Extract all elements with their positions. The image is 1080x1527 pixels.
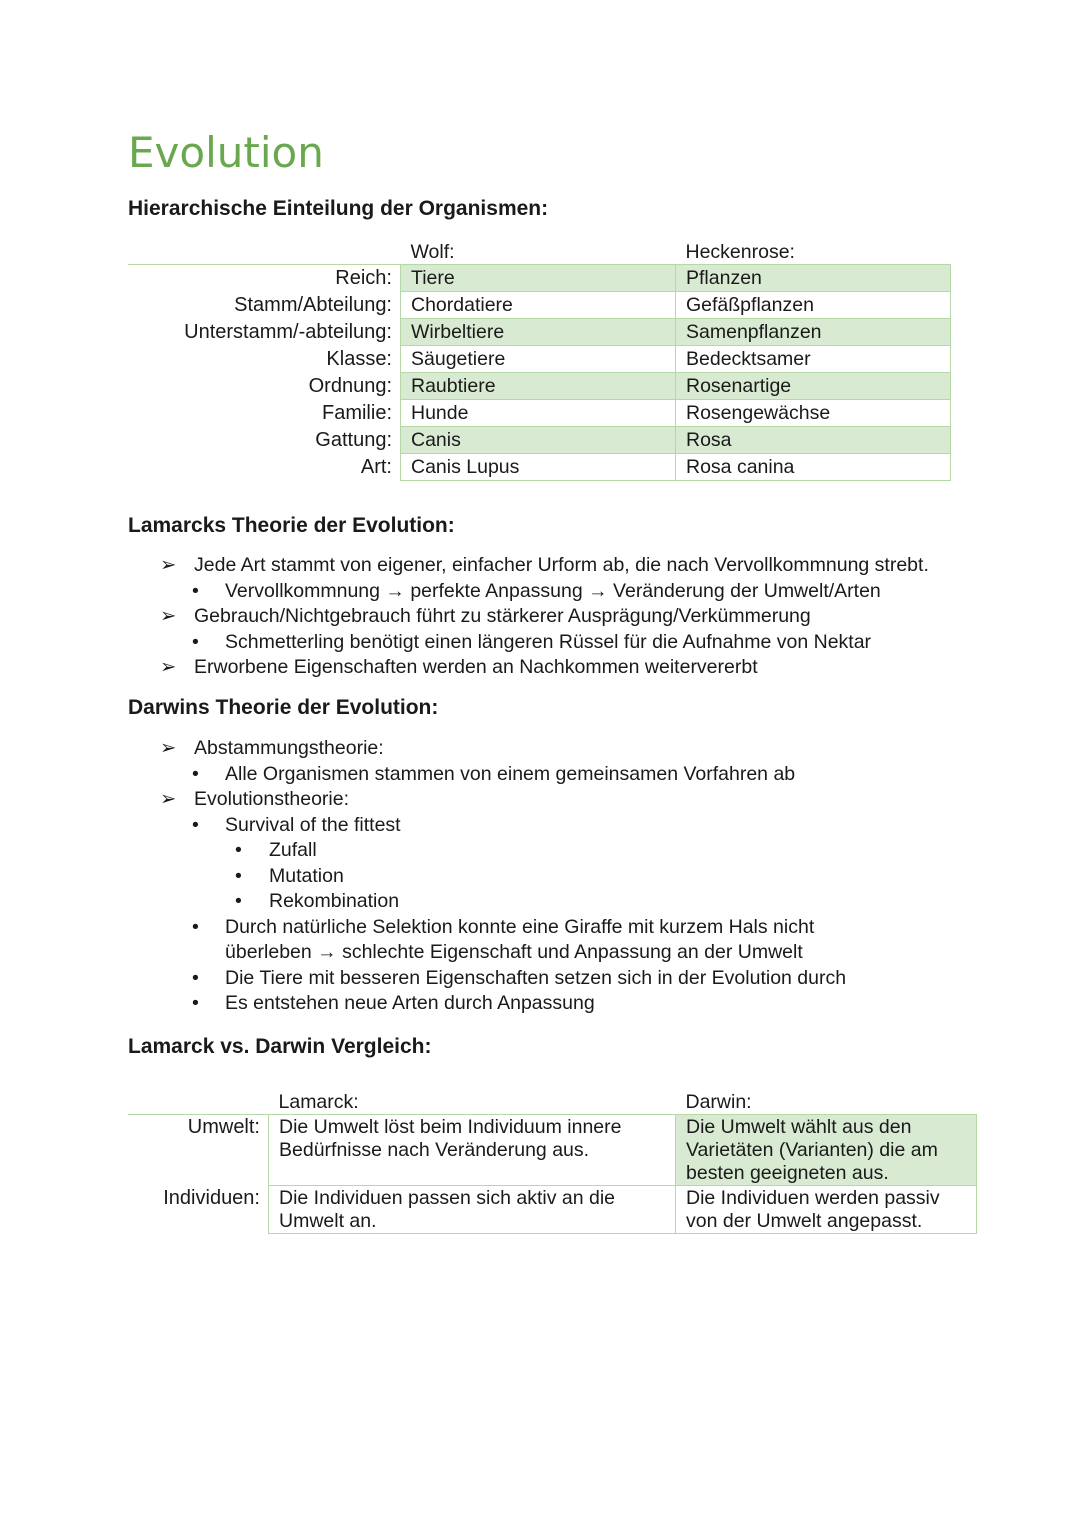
list-item-text: Mutation [269,864,344,887]
wolf-cell: Wirbeltiere [401,319,676,346]
list-item [160,762,846,788]
list-item [225,838,846,864]
rank-label: Gattung: [315,429,392,451]
list-item [160,736,846,787]
table-row [128,427,951,454]
bullet-icon: • [235,864,242,887]
list-item-text: Schmetterling benötigt einen längeren Rüssel für die Aufnahme von Nektar [225,630,872,653]
list-item-text: Vervollkommnung → perfekte Anpassung → Veränderung der Umwelt/Arten [225,579,881,602]
list-item-text: Jede Art stammt von eigener, einfacher Urform ab, die nach Vervollkommnung strebt. [194,554,929,576]
list-item-text: Evolutionstheorie: [194,788,350,810]
rank-label: Klasse: [326,348,392,370]
wolf-cell: Canis [401,427,676,454]
bullet-icon: • [192,630,199,653]
wolf-cell: Tiere [401,265,676,292]
table-row [128,1115,977,1186]
rose-cell: Rosenartige [676,373,951,400]
bullet-icon: • [192,992,199,1014]
cell-line: besten geeigneten aus. [686,1162,889,1184]
rank-label: Art: [360,456,392,478]
taxonomy-header-row [128,236,951,265]
list-item [160,991,846,1017]
list-item [160,915,846,966]
cell-line: Die Individuen passen sich aktiv an die [279,1187,616,1209]
cell-line: Varietäten (Varianten) die am [686,1139,938,1161]
cell-line: Die Umwelt wählt aus den [686,1116,912,1138]
wolf-cell: Chordatiere [401,292,676,319]
wolf-cell: Säugetiere [401,346,676,373]
list-item [225,889,846,915]
list-item [160,604,929,655]
list-item [160,553,929,604]
comparison-header-row [128,1088,977,1115]
rank-label: Unterstamm/-abteilung: [184,321,392,343]
list-item-text: Zufall [269,839,317,861]
darwin-cell [676,1186,977,1234]
lamarck-cell [269,1115,676,1186]
table-row [128,265,951,292]
list-item-text: Es entstehen neue Arten durch Anpassung [225,992,595,1014]
table-row [128,400,951,427]
arrow-bullet-icon: ➢ [160,605,177,627]
list-item [160,579,929,605]
page-title: Evolution [128,128,324,177]
comparison-row-label: Individuen: [163,1186,260,1209]
darwin-column-header: Darwin: [676,1088,977,1115]
comparison-heading: Lamarck vs. Darwin Vergleich: [128,1035,432,1058]
lamarck-cell [269,1186,676,1234]
list-item [160,813,846,915]
arrow-bullet-icon: ➢ [160,656,177,678]
cell-line: Die Umwelt löst beim Individuum innere [279,1116,622,1138]
wolf-cell: Hunde [401,400,676,427]
darwin-cell [676,1115,977,1186]
bullet-icon: • [192,915,199,938]
table-row [128,454,951,481]
rose-cell: Rosa canina [676,454,951,481]
rose-cell: Pflanzen [676,265,951,292]
cell-line: Bedürfnisse nach Veränderung aus. [279,1139,590,1161]
darwin-list [160,736,846,1017]
list-item-text: Die Tiere mit besseren Eigenschaften setzen sich in der Evolution durch [225,966,847,989]
bullet-icon: • [235,839,242,861]
arrow-bullet-icon: ➢ [160,554,177,576]
taxonomy-header-blank [128,236,401,265]
arrow-bullet-icon: ➢ [160,788,177,810]
bullet-icon: • [192,762,199,785]
rank-label: Stamm/Abteilung: [234,294,392,316]
list-item-text: Survival of the fittest [225,813,401,836]
cell-line: Umwelt an. [279,1210,377,1232]
table-row [128,346,951,373]
bullet-icon: • [192,579,199,602]
rank-label: Familie: [321,402,392,424]
taxonomy-table [128,236,951,481]
list-item [160,966,846,992]
bullet-icon: • [192,813,199,836]
list-item [160,787,846,1017]
darwin-heading: Darwins Theorie der Evolution: [128,696,439,719]
rose-cell: Samenpflanzen [676,319,951,346]
wolf-cell: Canis Lupus [401,454,676,481]
rose-cell: Bedecktsamer [676,346,951,373]
rank-label: Ordnung: [308,375,392,397]
list-item-text: Rekombination [269,890,400,912]
bullet-icon: • [235,890,242,912]
hierarchy-heading: Hierarchische Einteilung der Organismen: [128,197,549,220]
list-item-text: Gebrauch/Nichtgebrauch führt zu stärkerer Ausprägung/Verkümmerung [194,605,811,627]
comparison-row-label: Umwelt: [187,1116,260,1138]
cell-line: Die Individuen werden passiv [686,1187,940,1209]
table-row [128,1186,977,1234]
list-item-text: Alle Organismen stammen von einem gemeinsamen Vorfahren ab [225,762,796,785]
list-item-text: überleben → schlechte Eigenschaft und Anpassung an der Umwelt [225,941,803,963]
list-item-text: Durch natürliche Selektion konnte eine Giraffe mit kurzem Hals nicht [225,915,815,938]
wolf-cell: Raubtiere [401,373,676,400]
rank-label: Reich: [335,267,392,290]
list-item-text: Erworbene Eigenschaften werden an Nachkommen weitervererbt [194,656,758,678]
table-row [128,373,951,400]
list-item [160,655,929,681]
rose-column-header: Heckenrose: [676,236,951,265]
list-item [160,630,929,656]
table-row [128,319,951,346]
bullet-icon: • [192,966,199,989]
lamarck-list [160,553,929,681]
lamarck-column-header: Lamarck: [269,1088,676,1115]
rose-cell: Rosa [676,427,951,454]
wolf-column-header: Wolf: [401,236,676,265]
rose-cell: Gefäßpflanzen [676,292,951,319]
cell-line: von der Umwelt angepasst. [686,1210,923,1232]
comparison-table [128,1088,977,1234]
list-item [225,864,846,890]
rose-cell: Rosengewächse [676,400,951,427]
list-item-text: Abstammungstheorie: [194,737,384,759]
comparison-header-blank [128,1088,269,1115]
table-row [128,292,951,319]
lamarck-heading: Lamarcks Theorie der Evolution: [128,514,455,537]
arrow-bullet-icon: ➢ [160,737,177,759]
